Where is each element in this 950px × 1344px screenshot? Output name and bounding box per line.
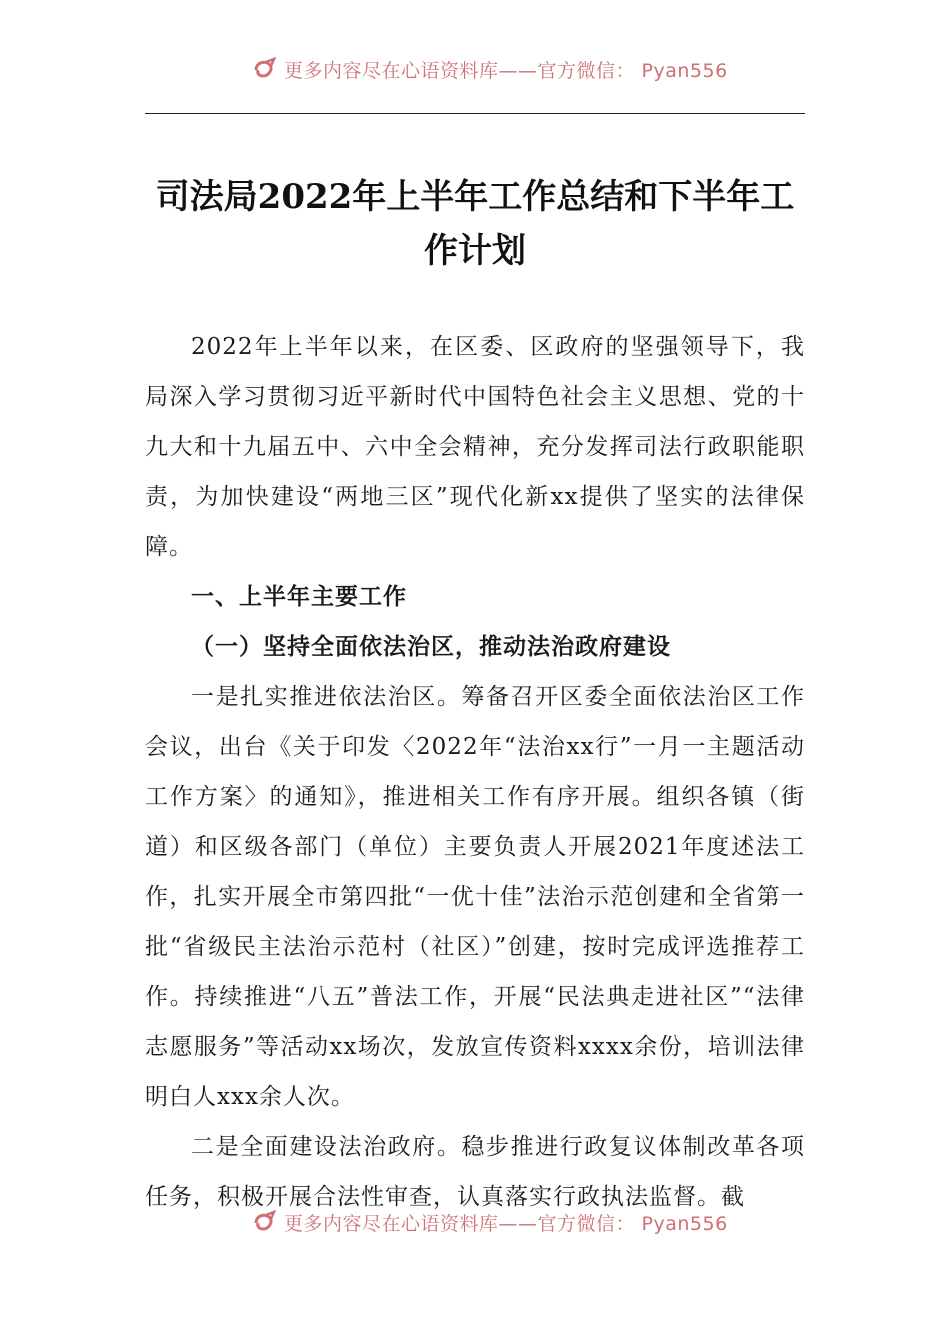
watermark-footer <box>252 1205 752 1239</box>
document-body <box>145 322 805 1222</box>
watermark-text: 更多内容尽在心语资料库——官方微信： Pyan556 <box>284 59 728 82</box>
logo-icon <box>252 1209 278 1235</box>
subsection-heading: （一）坚持全面依法治区，推动法治政府建设 <box>191 633 671 660</box>
body-paragraph: 二是全面建设法治政府。稳步推进行政复议体制改革各项任务，积极开展合法性审查，认真落实行政执法监督。截 <box>145 1134 805 1210</box>
watermark-text: 更多内容尽在心语资料库——官方微信： Pyan556 <box>284 1212 728 1235</box>
section-heading: 一、上半年主要工作 <box>191 584 407 610</box>
logo-icon <box>252 56 278 82</box>
header-divider <box>145 113 805 114</box>
document-title: 司法局2022年上半年工作总结和下半年工作计划 <box>155 177 795 271</box>
watermark-header <box>252 52 752 86</box>
intro-paragraph: 2022年上半年以来，在区委、区政府的坚强领导下，我局深入学习贯彻习近平新时代中国特色社会主义思想、党的十九大和十九届五中、六中全会精神，充分发挥司法行政职能职责，为加快建设“两地三区”现代化新xx提供了坚实的法律保障。 <box>145 334 805 560</box>
body-paragraph: 一是扎实推进依法治区。筹备召开区委全面依法治区工作会议，出台《关于印发〈2022年“法治xx行”一月一主题活动工作方案〉的通知》，推进相关工作有序开展。组织各镇（街道）和区级各部门（单位）主要负责人开展2021年度述法工作，扎实开展全市第四批“一优十佳”法治示范创建和全省第一批“省级民主法治示范村（社区）”创建，按时完成评选推荐工作。持续推进“八五”普法工作，开展“民法典走进社区”“法律志愿服务”等活动xx场次，发放宣传资料xxxx余份，培训法律明白人xxx余人次。 <box>145 684 805 1110</box>
